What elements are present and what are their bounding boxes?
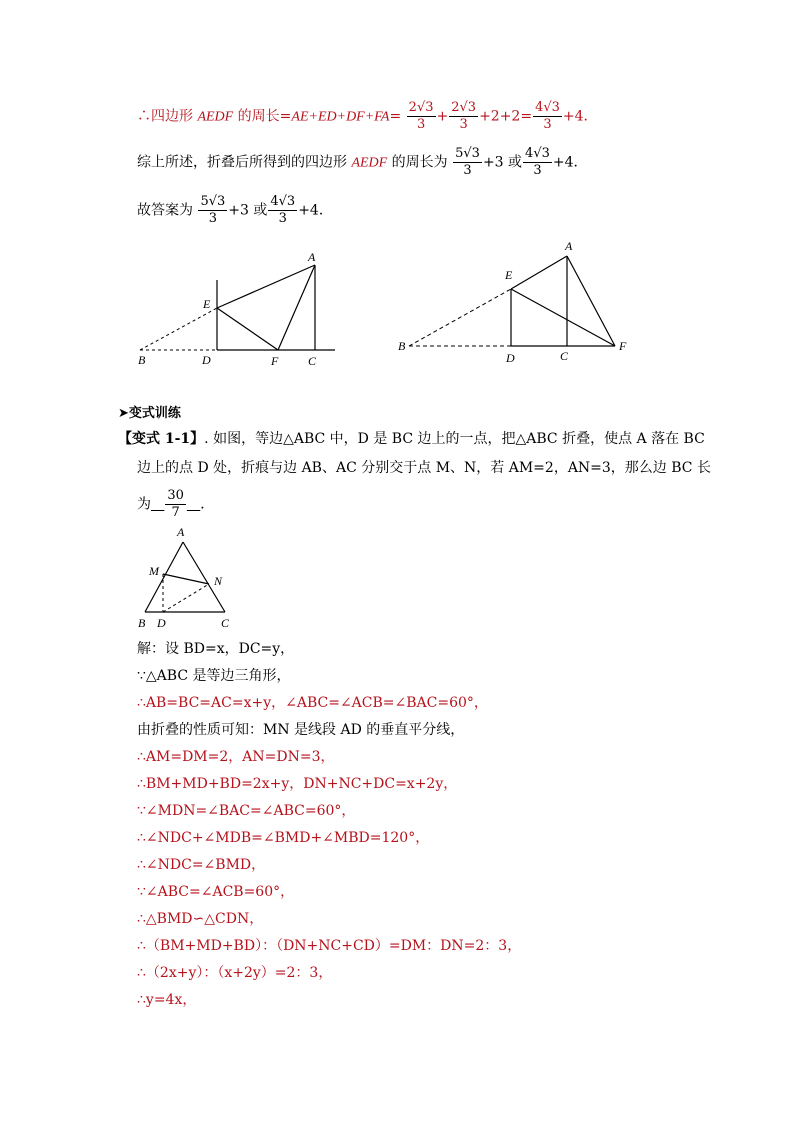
label-e: E (505, 268, 513, 282)
fraction-numerator: 2√3 (408, 100, 434, 115)
segment-fa (278, 265, 315, 350)
right-figure (395, 236, 635, 366)
fraction-numerator: 4√3 (270, 194, 296, 209)
label-d: D (202, 353, 211, 367)
fraction-numerator: 2√3 (451, 100, 477, 115)
fraction (449, 100, 478, 133)
segment-be-dashed (140, 308, 217, 350)
answer-blank (151, 488, 200, 520)
shape-name: AEDF (351, 155, 388, 171)
label-e: E (203, 297, 211, 311)
equals-sign: = (389, 108, 402, 125)
perimeter-expression: AE+ED+DF+FA (291, 109, 390, 125)
label-a: A (565, 239, 573, 253)
label-b: B (398, 339, 406, 353)
label-a: A (177, 525, 185, 539)
solution-step: ∴△BMD∽△CDN， (137, 911, 264, 927)
solution-step: ∴∠NDC+∠MDB=∠BMD+∠MBD=120°， (137, 830, 430, 846)
solution-step: ∴AM=DM=2，AN=DN=3， (137, 749, 335, 765)
arrow-bullet-icon: ➤ (118, 406, 129, 421)
label-f: F (271, 354, 279, 368)
problem-line-3 (137, 488, 214, 521)
text-middle: +2+2= (479, 108, 533, 125)
fraction-denominator: 3 (543, 117, 552, 132)
label-b: B (138, 616, 146, 630)
fraction (533, 100, 562, 133)
answer-fraction (165, 488, 186, 521)
fraction-denominator: 3 (533, 163, 542, 178)
label-m: M (149, 564, 159, 578)
label-c: C (560, 349, 569, 363)
shape-name: AEDF (197, 109, 234, 125)
solution-step: ∴∠NDC=∠BMD， (137, 857, 266, 873)
text-label: 的周长= (233, 108, 292, 125)
fraction-denominator: 3 (459, 117, 468, 132)
segment-ea (511, 256, 567, 289)
fraction (523, 146, 552, 179)
perimeter-line (137, 100, 598, 133)
solution-step: ∵∠MDN=∠BAC=∠ABC=60°， (137, 803, 356, 819)
segment-ef (217, 308, 278, 350)
solution-step: ∴BM+MD+BD=2x+y，DN+NC+DC=x+2y， (137, 776, 458, 792)
triangle-figure-svg (135, 524, 245, 632)
segment-be-dashed (409, 289, 511, 346)
summary-line (137, 146, 588, 179)
segment-dn-dashed (163, 584, 209, 612)
answer-line (137, 194, 333, 227)
fraction-denominator: 3 (208, 211, 217, 226)
solution-step: ∴（2x+y）：（x+2y）=2：3， (137, 965, 333, 981)
label-a: A (308, 250, 316, 264)
left-figure-svg (135, 245, 345, 375)
fraction-numerator: 4√3 (525, 146, 550, 161)
text-end: +4． (562, 108, 598, 125)
fraction-denominator: 3 (463, 163, 472, 178)
fraction (407, 100, 436, 133)
solution-step: 由折叠的性质可知：MN 是线段 AD 的垂直平分线， (137, 722, 465, 738)
text-end: +4． (298, 202, 333, 219)
fraction-denominator: 3 (278, 211, 287, 226)
label-b: B (138, 353, 146, 367)
label-f: F (619, 339, 627, 353)
label-c: C (308, 354, 317, 368)
segment-ea (217, 265, 315, 308)
label-d: D (157, 616, 166, 630)
problem-line-2: 边上的点 D 处，折痕与边 AB、AC 分别交于点 M、N，若 AM=2，AN=3，那么边 BC 长 (137, 460, 711, 476)
fraction-numerator: 5√3 (455, 146, 480, 161)
problem-line-1 (118, 429, 705, 449)
problem-text-1: . 如图，等边△ABC 中，D 是 BC 边上的一点，把△ABC 折叠，使点 A 落在 BC (204, 431, 705, 447)
text-middle: +3 或 (228, 202, 268, 219)
label-c: C (221, 616, 230, 630)
triangle-figure (135, 524, 245, 632)
plus-sign: + (436, 108, 449, 125)
label-d: D (506, 351, 515, 365)
problem-suffix: ． (200, 496, 215, 513)
text-label: 的周长为 (387, 154, 448, 171)
text-prefix: 综上所述，折叠后所得到的四边形 (137, 154, 352, 171)
problem-tag: 【变式 1-1】 (118, 431, 205, 447)
section-heading-text: 变式训练 (128, 406, 181, 421)
solution-step: ∴y=4x， (137, 992, 197, 1008)
left-figure (135, 245, 345, 375)
text-end: +4． (552, 154, 588, 171)
fraction-denominator: 3 (416, 117, 426, 132)
solution-step: 解：设 BD=x，DC=y， (137, 641, 295, 657)
fraction (268, 194, 297, 227)
segment-mn (163, 574, 209, 584)
right-figure-svg (395, 236, 635, 366)
text-middle: +3 或 (482, 154, 523, 171)
section-heading (118, 402, 181, 421)
fraction-numerator: 4√3 (535, 100, 560, 115)
text-prefix: ∴四边形 (137, 108, 198, 125)
problem-prefix: 为 (137, 496, 151, 513)
solution-step: ∴（BM+MD+BD）：（DN+NC+CD）=DM：DN=2：3， (137, 938, 522, 954)
text-prefix: 故答案为 (137, 202, 193, 219)
label-n: N (214, 574, 223, 588)
solution-step: ∵△ABC 是等边三角形， (137, 668, 291, 684)
fraction-numerator: 5√3 (200, 194, 226, 209)
solution-step: ∵∠ABC=∠ACB=60°， (137, 884, 295, 900)
solution-step: ∴AB=BC=AC=x+y，∠ABC=∠ACB=∠BAC=60°， (137, 695, 488, 711)
answer-numerator: 30 (167, 488, 184, 503)
fraction (198, 194, 227, 227)
answer-denominator: 7 (171, 505, 180, 520)
fraction (453, 146, 482, 179)
